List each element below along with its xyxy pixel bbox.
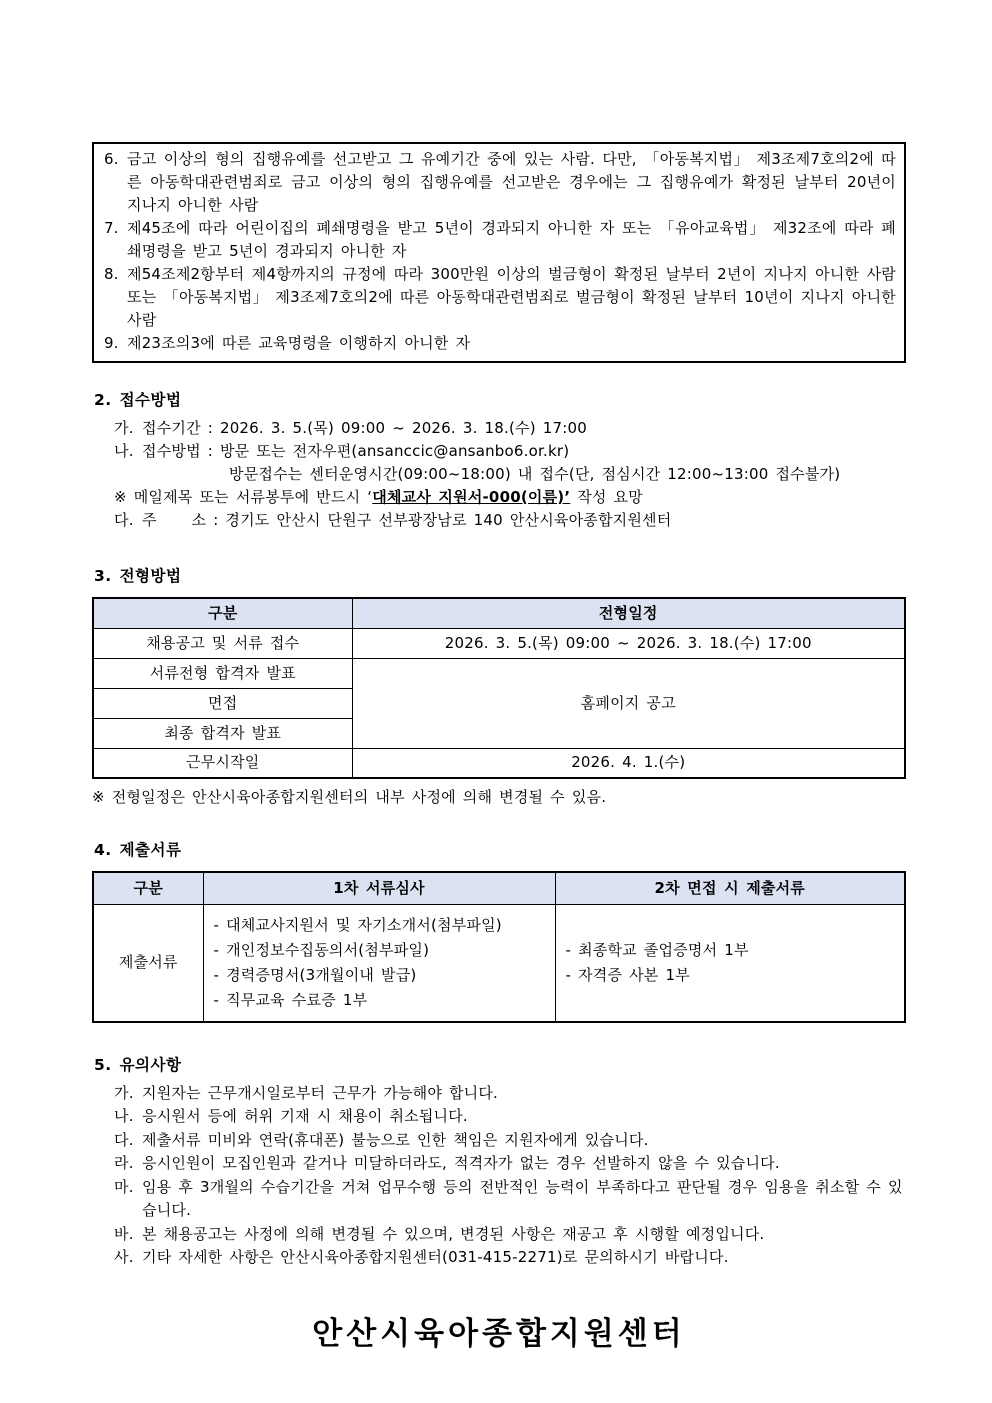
line-text: 접수방법 : 방문 또는 전자우편(ansanccic@ansanbo6.or.kr)	[142, 442, 570, 460]
table-row	[93, 658, 905, 688]
note-text: 제출서류 미비와 연락(휴대폰) 불능으로 인한 책임은 지원자에게 있습니다.	[142, 1130, 649, 1149]
line-text: 주 소 : 경기도 안산시 단원구 선부광장남로 140 안산시육아종합지원센터	[142, 511, 672, 529]
item-number: 7.	[104, 219, 119, 237]
mail-note-required-text: 대체교사 지원서-000(이름)’	[372, 488, 571, 506]
cell-stage: 면접	[93, 688, 352, 718]
cell-stage: 근무시작일	[93, 748, 352, 778]
note-item	[114, 1176, 906, 1223]
section-title-application: 2. 접수방법	[94, 391, 182, 409]
header-cell-second-round: 2차 면접 시 제출서류	[555, 872, 905, 904]
note-text: 기타 자세한 사항은 안산시육아종합지원센터(031-415-2271)로 문의하시기 바랍니다.	[142, 1248, 729, 1266]
schedule-change-note: ※ 전형일정은 안산시육아종합지원센터의 내부 사정에 의해 변경될 수 있음.	[92, 788, 607, 806]
note-text: 본 채용공고는 사정에 의해 변경될 수 있으며, 변경된 사항은 재공고 후 시행할 예정입니다.	[142, 1224, 765, 1243]
note-label: 마.	[114, 1177, 134, 1196]
header-cell-first-round: 1차 서류심사	[203, 872, 555, 904]
note-text: 지원자는 근무개시일로부터 근무가 가능해야 합니다.	[142, 1083, 499, 1102]
note-item	[114, 1082, 906, 1106]
application-method-line	[114, 440, 906, 463]
section-title-documents: 4. 제출서류	[94, 841, 182, 859]
selection-schedule-table	[92, 597, 906, 779]
visit-hours-line: 방문접수는 센터운영시간(09:00~18:00) 내 접수(단, 점심시간 12:00~13:00 접수불가)	[229, 465, 841, 483]
note-label: 가.	[114, 1083, 134, 1102]
cell-row-label: 제출서류	[93, 904, 203, 1022]
document-list-item: - 개인정보수집동의서(첨부파일)	[213, 940, 430, 959]
table-row	[93, 628, 905, 658]
note-label: 바.	[114, 1224, 134, 1243]
note-item	[114, 1223, 906, 1247]
document-list-item: - 자격증 사본 1부	[565, 965, 690, 984]
cell-stage: 서류전형 합격자 발표	[93, 658, 352, 688]
item-text: 제23조의3에 따른 교육명령을 이행하지 아니한 자	[127, 334, 471, 352]
cell-stage: 최종 합격자 발표	[93, 718, 352, 748]
item-number: 8.	[104, 265, 119, 283]
item-number: 6.	[104, 150, 119, 168]
note-text: 임용 후 3개월의 수습기간을 거쳐 업무수행 등의 전반적인 능력이 부족하다고 판단될 경우 임용을 취소할 수 있습니다.	[142, 1177, 903, 1219]
table-row	[93, 748, 905, 778]
item-text: 제54조제2항부터 제4항까지의 규정에 따라 300만원 이상의 벌금형이 확정된 날부터 2년이 지나지 아니한 사람 또는 「아동복지법」 제3조제7호의2에 따른 아동학대관련범죄로 벌금형이 확정된 날부터 10년이 지나지 아니한 사람	[127, 265, 896, 329]
note-item	[114, 1152, 906, 1176]
line-text: 접수기간 : 2026. 3. 5.(목) 09:00 ~ 2026. 3. 18.(수) 17:00	[142, 419, 587, 437]
note-label: 사.	[114, 1248, 134, 1266]
note-item	[114, 1246, 906, 1270]
document-body	[92, 142, 906, 1354]
cell-date: 2026. 4. 1.(수)	[352, 748, 905, 778]
table-header-row	[93, 598, 905, 628]
note-label: 다.	[114, 1130, 134, 1149]
mail-note-suffix: 작성 요망	[570, 488, 643, 506]
note-text: 응시인원이 모집인원과 같거나 미달하더라도, 적격자가 없는 경우 선발하지 않을 수 있습니다.	[142, 1154, 780, 1172]
note-item	[114, 1129, 906, 1153]
application-address-line	[114, 509, 906, 532]
documents-table	[92, 871, 906, 1023]
note-text: 응시원서 등에 허위 기재 시 채용이 취소됩니다.	[142, 1107, 468, 1125]
item-number: 9.	[104, 334, 119, 352]
item-text: 제45조에 따라 어린이집의 폐쇄명령을 받고 5년이 경과되지 아니한 자 또는 「유아교육법」 제32조에 따라 폐쇄명령을 받고 5년이 경과되지 아니한 자	[127, 219, 896, 260]
note-item	[114, 1105, 906, 1129]
line-label: 다.	[114, 511, 134, 529]
header-cell-category: 구분	[93, 872, 203, 904]
disqualification-item	[102, 148, 896, 217]
item-text: 금고 이상의 형의 집행유예를 선고받고 그 유예기간 중에 있는 사람. 다만, 「아동복지법」 제3조제7호의2에 따른 아동학대관련범죄로 금고 이상의 형의 집행유예를 선고받은 경우에는 그 집행유예가 확정된 날부터 20년이 지나지 아니한 사람	[127, 150, 896, 214]
org-name: 안산시육아종합지원센터	[312, 1315, 686, 1352]
section-title-notes: 5. 유의사항	[94, 1055, 182, 1074]
header-cell-schedule: 전형일정	[352, 598, 905, 628]
document-list-item: - 대체교사지원서 및 자기소개서(첨부파일)	[213, 915, 502, 934]
disqualification-item	[102, 217, 896, 263]
disqualification-box	[92, 142, 906, 363]
cell-merged-announcement: 홈페이지 공고	[352, 658, 905, 748]
section-title-selection: 3. 전형방법	[94, 567, 182, 585]
header-cell-category: 구분	[93, 598, 352, 628]
document-list-item: - 경력증명서(3개월이내 발급)	[213, 965, 417, 984]
mail-note-prefix: ※ 메일제목 또는 서류봉투에 반드시 ‘	[114, 488, 373, 506]
application-period-line	[114, 417, 906, 440]
cell-second-round-list	[555, 904, 905, 1022]
disqualification-item	[102, 332, 896, 355]
table-header-row	[93, 872, 905, 904]
table-row	[93, 904, 905, 1022]
cell-stage: 채용공고 및 서류 접수	[93, 628, 352, 658]
note-label: 나.	[114, 1107, 134, 1125]
mail-subject-note	[114, 486, 906, 509]
line-label: 나.	[114, 442, 134, 460]
cell-first-round-list	[203, 904, 555, 1022]
line-label: 가.	[114, 419, 134, 437]
disqualification-item	[102, 263, 896, 332]
cell-date: 2026. 3. 5.(목) 09:00 ~ 2026. 3. 18.(수) 17:00	[352, 628, 905, 658]
document-list-item: - 직무교육 수료증 1부	[213, 990, 368, 1009]
document-list-item: - 최종학교 졸업증명서 1부	[565, 940, 749, 959]
note-label: 라.	[114, 1154, 134, 1172]
